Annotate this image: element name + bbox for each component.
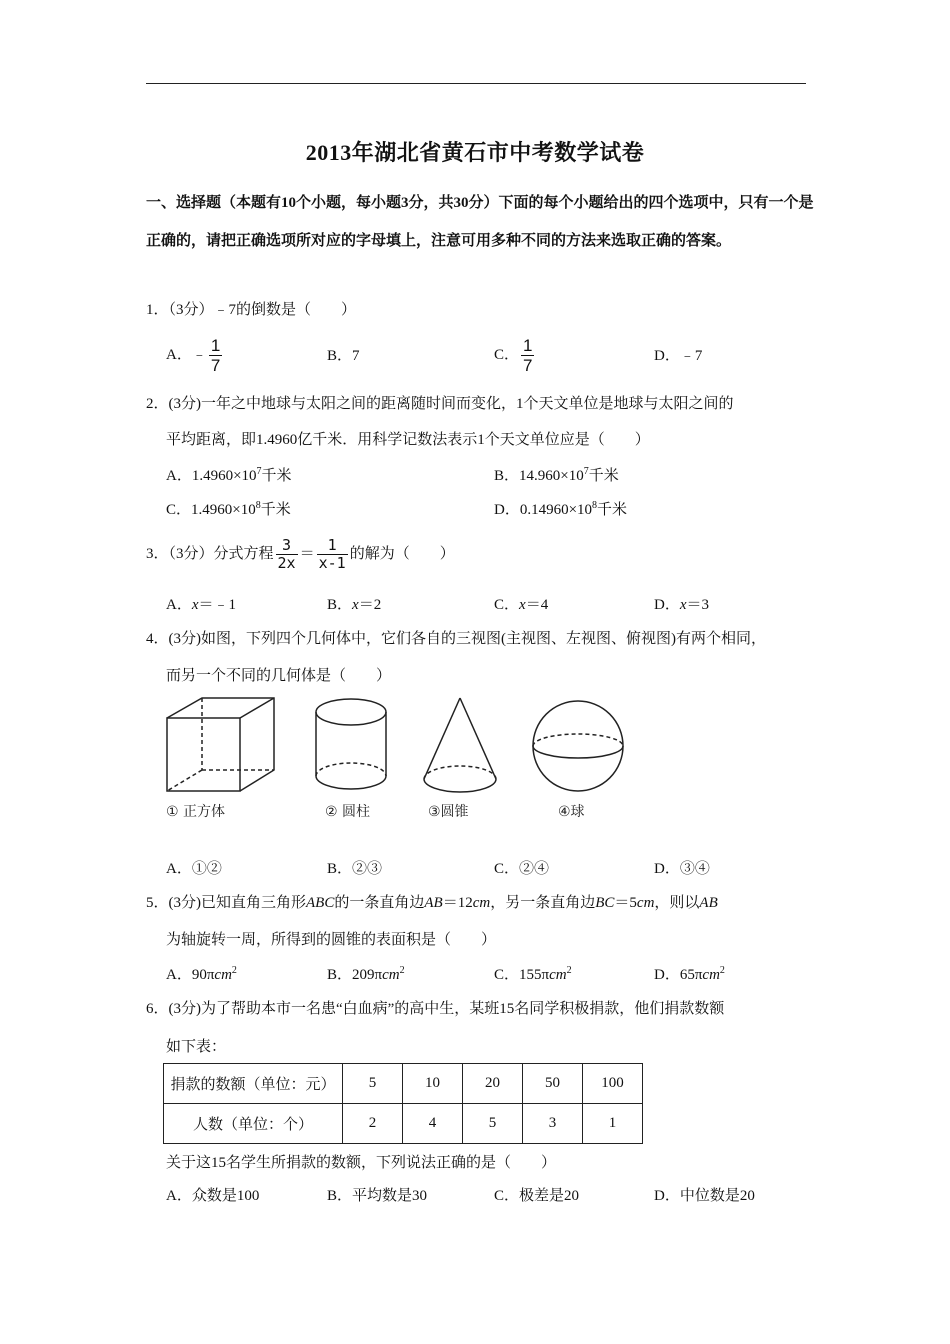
table-cell: 3 bbox=[523, 1104, 583, 1144]
q5-stem-line1: 5．(3分)已知直角三角形ABC的一条直角边AB＝12cm，另一条直角边BC＝5cm，则以AB bbox=[146, 895, 718, 911]
q6-stem-line3: 关于这15名学生所捐款的数额，下列说法正确的是（ ） bbox=[166, 1155, 557, 1171]
sphere-label: ④球 bbox=[558, 804, 585, 820]
section-instructions: 一、选择题（本题有10个小题，每小题3分，共30分）下面的每个小题给出的四个选项中，只有一个是正确的，请把正确选项所对应的字母填上，注意可用多种不同的方法来选取正确的答案。 bbox=[146, 195, 814, 249]
q2-option-a: A．$1.4960\times 10^7$千米 bbox=[166, 466, 292, 484]
q4-option-c: C．②④ bbox=[494, 861, 550, 877]
q6-option-a: A．众数是100 bbox=[166, 1188, 260, 1204]
q1-option-c-fraction: $\frac{1}{7}$ bbox=[523, 336, 533, 375]
table-cell: 1 bbox=[583, 1104, 643, 1144]
q2-stem-line1: 2．(3分)一年之中地球与太阳之间的距离随时间而变化，1个天文单位是地球与太阳之间的 bbox=[146, 396, 734, 412]
q2-option-c: C．$1.4960\times 10^8$千米 bbox=[166, 500, 291, 518]
q3-option-d: D．x＝3 bbox=[654, 597, 710, 613]
q2-stem-line2: 平均距离，即1.4960亿千米．用科学记数法表示1个天文单位应是（ ） bbox=[166, 432, 650, 448]
q4-stem-line1: 4．(3分)如图，下列四个几何体中，它们各自的三视图(主视图、左视图、俯视图)有两个相同， bbox=[146, 631, 766, 647]
q5-option-a: A．90πcm$^2$ bbox=[166, 965, 237, 983]
q5-option-b: B．209πcm$^2$ bbox=[327, 965, 405, 983]
q1-option-d: D．﹣7 bbox=[654, 348, 703, 364]
cylinder-shape bbox=[316, 699, 386, 789]
q1-option-b: B．7 bbox=[327, 348, 360, 364]
q3-fraction-2: $\frac{1}{x-1}$ bbox=[318, 536, 346, 572]
table-cell: 100 bbox=[583, 1064, 643, 1104]
q2-option-d: D．$0.14960\times 10^8$千米 bbox=[494, 500, 628, 518]
q6-option-b: B．平均数是30 bbox=[327, 1188, 428, 1204]
page-title: 2013年湖北省黄石市中考数学试卷 bbox=[305, 140, 645, 165]
q5-stem-line2: 为轴旋转一周，所得到的圆锥的表面积是（ ） bbox=[166, 932, 497, 948]
table-row bbox=[164, 1064, 643, 1104]
q2-option-b: B．$14.960\times 10^7$千米 bbox=[494, 466, 619, 484]
table-cell: 2 bbox=[343, 1104, 403, 1144]
q4-option-a: A．①② bbox=[166, 861, 222, 877]
q6-stem-line1: 6．(3分)为了帮助本市一名患“白血病”的高中生，某班15名同学积极捐款，他们捐款数额 bbox=[146, 1001, 725, 1017]
q6-option-d: D．中位数是20 bbox=[654, 1188, 755, 1204]
table-cell: 人数（单位：个） bbox=[164, 1104, 343, 1144]
q1-option-c: C． $\frac{1}{7}$ bbox=[494, 336, 533, 375]
table-cell: 5 bbox=[463, 1104, 523, 1144]
sphere-shape bbox=[533, 701, 623, 791]
q5-option-c: C．155πcm$^2$ bbox=[494, 965, 572, 983]
header-rule bbox=[146, 83, 806, 84]
table-cell: 50 bbox=[523, 1064, 583, 1104]
table-row bbox=[164, 1104, 643, 1144]
table-cell: 5 bbox=[343, 1064, 403, 1104]
q5-option-d: D．65πcm$^2$ bbox=[654, 965, 725, 983]
cube-label: ① 正方体 bbox=[166, 804, 226, 820]
q4-solids-figure bbox=[160, 690, 660, 830]
q4-option-b: B．②③ bbox=[327, 861, 383, 877]
q1-option-a: A．﹣ $\frac{1}{7}$ bbox=[166, 336, 221, 375]
q3-option-c: C．x＝4 bbox=[494, 597, 549, 613]
table-cell: 10 bbox=[403, 1064, 463, 1104]
cone-shape bbox=[424, 698, 496, 792]
q1-stem: 1．（3分）﹣7的倒数是（ ） bbox=[146, 302, 357, 318]
table-cell: 20 bbox=[463, 1064, 523, 1104]
table-cell: 4 bbox=[403, 1104, 463, 1144]
cone-label: ③圆锥 bbox=[428, 804, 469, 820]
q6-option-c: C．极差是20 bbox=[494, 1188, 580, 1204]
q3-option-a: A．x＝﹣1 bbox=[166, 597, 237, 613]
q3-option-b: B．x＝2 bbox=[327, 597, 382, 613]
q1-option-a-fraction: $\frac{1}{7}$ bbox=[210, 336, 221, 375]
q4-stem-line2: 而另一个不同的几何体是（ ） bbox=[166, 668, 392, 684]
cube-shape bbox=[167, 698, 274, 791]
q3-fraction-1: $\frac{3}{2x}$ bbox=[277, 536, 296, 572]
q4-option-d: D．③④ bbox=[654, 861, 710, 877]
q6-stem-line2: 如下表： bbox=[166, 1039, 227, 1055]
cylinder-label: ② 圆柱 bbox=[325, 804, 371, 820]
donation-table bbox=[163, 1063, 643, 1144]
q3-stem: 3．（3分）分式方程 $\frac{3}{2x}$ ＝ $\frac{1}{x-1}$ 的解为（ ） bbox=[146, 536, 455, 572]
table-cell: 捐款的数额（单位：元） bbox=[164, 1064, 343, 1104]
